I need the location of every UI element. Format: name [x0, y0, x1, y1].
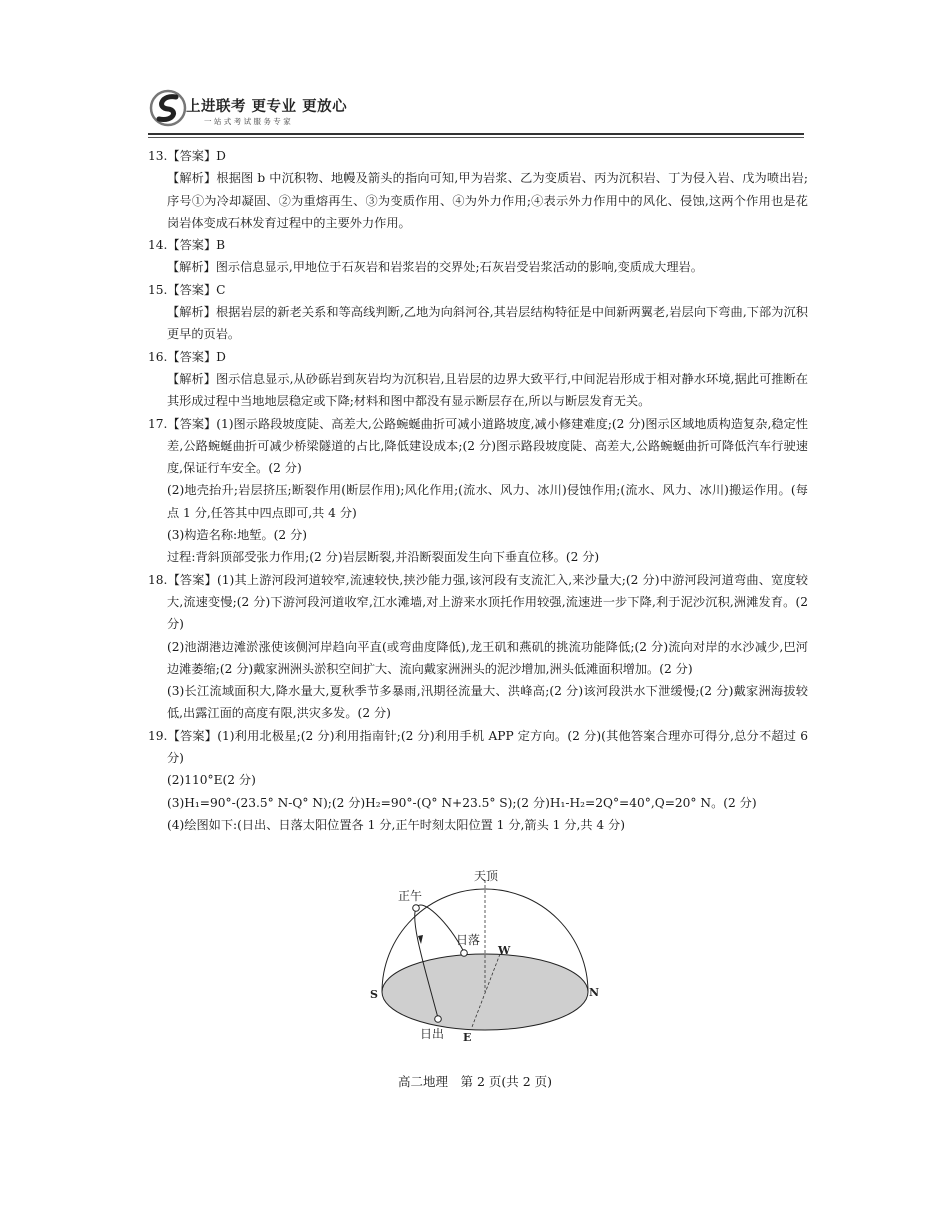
label-s: S [370, 988, 378, 1001]
answer-paragraph: 16.【答案】D [148, 349, 226, 364]
answer-content [148, 145, 808, 836]
answer-paragraph: (4)绘图如下:(日出、日落太阳位置各 1 分,正午时刻太阳位置 1 分,箭头 1 分,共 4 分) [167, 817, 625, 832]
label-n: N [589, 986, 600, 999]
brand-logo-icon [148, 88, 188, 128]
answer-paragraph: 15.【答案】C [148, 282, 226, 297]
header-rule-thin [148, 137, 804, 138]
answer-paragraph: 【解析】图示信息显示,从砂砾岩到灰岩均为沉积岩,且岩层的边界大致平行,中间泥岩形成于相对静水环境,据此可推断在其形成过程中当地地层稳定或下降;材料和图中都没有显示断层存在,所以与断层发育无关。 [167, 371, 808, 409]
answer-paragraph: 13.【答案】D [148, 149, 226, 163]
answer-paragraph: 【解析】图示信息显示,甲地位于石灰岩和岩浆岩的交界处;石灰岩受岩浆活动的影响,变质成大理岩。 [167, 260, 703, 275]
answer-paragraph: (2)池湖港边滩淤涨使该侧河岸趋向平直(或弯曲度降低),龙王矶和燕矶的挑流功能降低;(2 分)流向对岸的水沙减少,巴河边滩萎缩;(2 分)戴家洲洲头淤积空间扩大、流向戴家洲洲头的泥沙增加,洲头低滩面积增加。(2 分) [167, 639, 808, 676]
answer-paragraph: 17.【答案】(1)图示路段坡度陡、高差大,公路蜿蜒曲折可减小道路坡度,减小修建难度;(2 分)图示区域地质构造复杂,稳定性差,公路蜿蜒曲折可减少桥梁隧道的占比,降低建设成本;(2 分)图示路段坡度陡、高差大,公路蜿蜒曲折可降低汽车行驶速度,保证行车安全。(2 分) [148, 416, 808, 476]
answer-paragraph: (3)长江流域面积大,降水量大,夏秋季节多暴雨,汛期径流量大、洪峰高;(2 分)该河段洪水下泄缓慢;(2 分)戴家洲海拔较低,出露江面的高度有限,洪灾多发。(2 分) [167, 684, 808, 721]
label-zenith: 天顶 [474, 869, 499, 883]
answer-paragraph: 【解析】根据图 b 中沉积物、地幔及箭头的指向可知,甲为岩浆、乙为变质岩、丙为沉积岩、丁为侵入岩、戊为喷出岩;序号①为冷却凝固、②为重熔再生、③为变质作用、④为外力作用;④表示外力作用中的风化、侵蚀,这两个作用也是花岗岩体变成石林发育过程中的主要外力作用。 [167, 171, 808, 230]
label-sunrise: 日出 [420, 1027, 445, 1041]
page-header [148, 88, 808, 134]
label-noon: 正午 [398, 889, 423, 903]
answer-paragraph: 19.【答案】(1)利用北极星;(2 分)利用指南针;(2 分)利用手机 APP 定方向。(2 分)(其他答案合理亦可得分,总分不超过 6 分) [148, 728, 808, 766]
sun-noon [413, 905, 420, 912]
answer-paragraph: 14.【答案】B [148, 238, 226, 253]
answer-paragraph: 【解析】根据岩层的新老关系和等高线判断,乙地为向斜河谷,其岩层结构特征是中间新两翼老,岩层向下弯曲,下部为沉积更早的页岩。 [167, 305, 808, 342]
label-sunset: 日落 [456, 933, 481, 947]
answer-paragraph: (2)110°E(2 分) [167, 773, 256, 788]
sun-set [461, 950, 468, 957]
answer-paragraph: 过程:背斜顶部受张力作用;(2 分)岩层断裂,并沿断裂面发生向下垂直位移。(2 分) [167, 550, 600, 565]
answer-paragraph: (3)构造名称:地堑。(2 分) [167, 528, 308, 543]
header-slogan: 上进联考 更专业 更放心 [186, 99, 348, 115]
celestial-sphere-diagram [360, 862, 610, 1047]
answer-paragraph: 18.【答案】(1)其上游河段河道较窄,流速较快,挟沙能力强,该河段有支流汇入,来沙量大;(2 分)中游河段河道弯曲、宽度较大,流速变慢;(2 分)下游河段河道收窄,江水滩墙,对上游来水顶托作用较强,流速进一步下降,利于泥沙沉积,洲滩发育。(2 分) [148, 572, 808, 632]
header-rule [148, 133, 804, 135]
label-w: W [498, 944, 511, 957]
header-tagline: 一站式考试服务专家 [204, 117, 294, 126]
label-e: E [463, 1031, 472, 1044]
answer-paragraph: (3)H₁=90°-(23.5° N-Q° N);(2 分)H₂=90°-(Q° N+23.5° S);(2 分)H₁-H₂=2Q°=40°,Q=20° N。(2 分) [167, 795, 757, 810]
page-footer: 高二地理 第 2 页(共 2 页) [397, 1074, 553, 1089]
sun-rise [435, 1016, 442, 1023]
answer-paragraph: (2)地壳抬升;岩层挤压;断裂作用(断层作用);风化作用;(流水、风力、冰川)侵蚀作用;(流水、风力、冰川)搬运作用。(每点 1 分,任答其中四点即可,共 4 分) [167, 483, 808, 520]
